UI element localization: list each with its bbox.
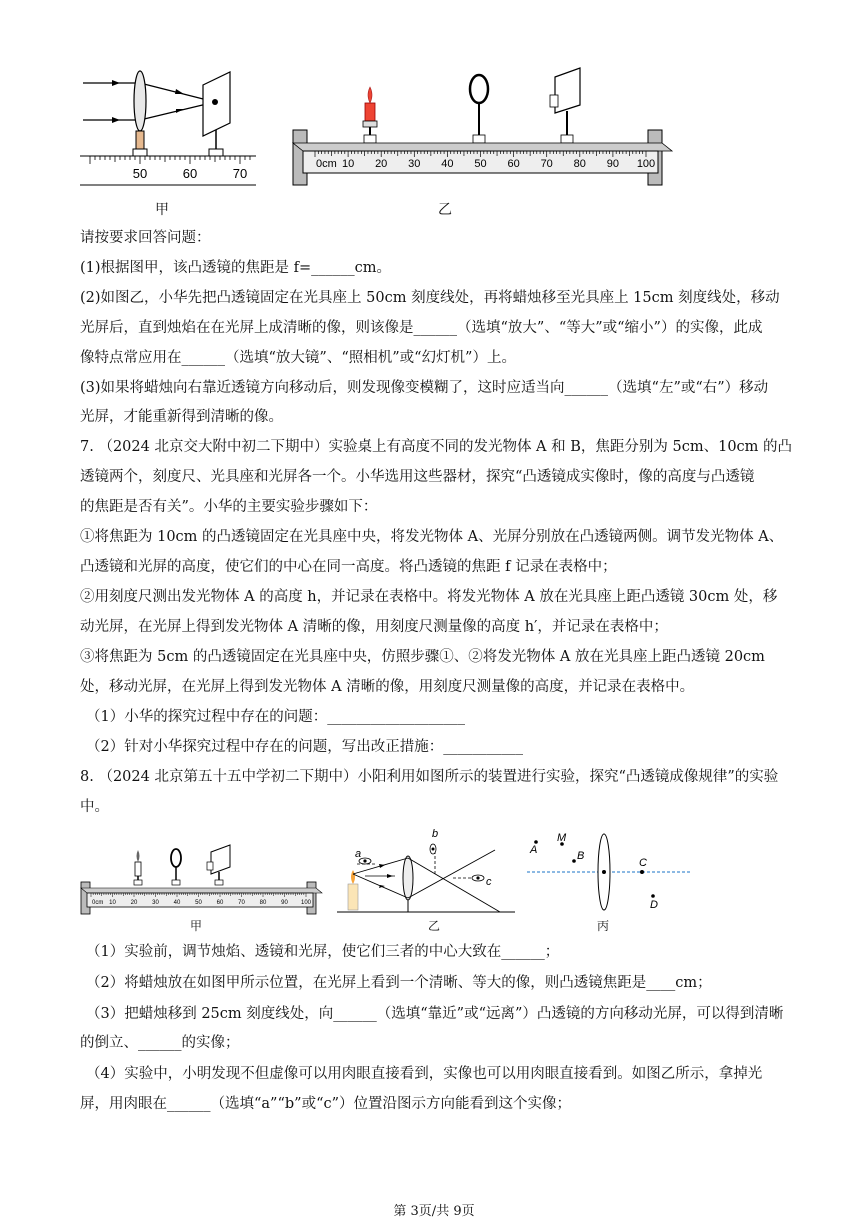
scale-label: 60 — [507, 158, 520, 170]
scale-label: 30 — [152, 900, 159, 906]
step-2-line-2: 动光屏，在光屏上得到发光物体 A 清晰的像，用刻度尺测量像的高度 h′，并记录在表格中； — [80, 619, 668, 635]
question-3-line-1: (3)如果将蜡烛向右靠近透镜方向移动后，则发现像变模糊了，这时应适当向______（选填“左”或“右”）移动 — [80, 380, 769, 396]
scale-label: 50 — [195, 900, 202, 906]
scale-label: 80 — [259, 900, 267, 906]
problem-8-question-1: （1）实验前，调节烛焰、透镜和光屏，使它们三者的中心大致在______； — [86, 944, 560, 960]
problem-8-question-4-line-2: 屏，用肉眼在______（选填“a”“b”或“c”）位置沿图示方向能看到这个实像； — [80, 1096, 572, 1112]
problem-8-line-1: 8. （2024 北京第五十五中学初二下期中）小阳利用如图所示的装置进行实验，探究“凸透镜成像规律”的实验 — [80, 769, 779, 785]
figure-bottom-yi — [335, 828, 520, 918]
question-2-line-3: 像特点常应用在______（选填“放大镜”、“照相机”或“幻灯机”）上。 — [80, 350, 516, 366]
figure-bottom-jia — [78, 840, 323, 920]
problem-8-question-3-line-1: （3）把蜡烛移到 25cm 刻度线处，向______（选填“靠近”或“远离”）凸透镜的方向移动光屏，可以得到清晰 — [86, 1006, 784, 1022]
step-3-line-2: 处，移动光屏，在光屏上得到发光物体 A 清晰的像，用刻度尺测量像的高度，并记录在表格中。 — [80, 679, 695, 695]
scale-label: 10 — [341, 158, 355, 170]
eye-label-b: b — [432, 828, 439, 840]
step-2-line-1: ②用刻度尺测出发光物体 A 的高度 h，并记录在表格中。将发光物体 A 放在光具座上距凸透镜 30cm 处，移 — [80, 589, 778, 605]
problem-7-question-2: （2）针对小华探究过程中存在的问题，写出改正措施：___________ — [86, 739, 523, 755]
scale-label: 40 — [173, 900, 181, 906]
scale-label: 40 — [441, 158, 454, 170]
point-label-c: C — [639, 857, 647, 869]
question-1: (1)根据图甲，该凸透镜的焦距是 f=______cm。 — [80, 260, 392, 276]
step-1-line-1: ①将焦距为 10cm 的凸透镜固定在光具座中央，将发光物体 A、光屏分别放在凸透镜两侧。调节发光物体 A、 — [80, 529, 784, 545]
figure-bottom-bing — [525, 828, 695, 918]
scale-label: 30 — [408, 158, 421, 170]
problem-7-line-1: 7. （2024 北京交大附中初二下期中）实验桌上有高度不同的发光物体 A 和 B，焦距分别为 5cm、10cm 的凸 — [80, 439, 793, 455]
scale-label: 90 — [606, 158, 620, 170]
tick-label: 60 — [182, 166, 198, 181]
scale-label: 90 — [281, 900, 288, 906]
eye-label-a: a — [355, 848, 362, 860]
scale-label: 60 — [216, 900, 224, 906]
figure-caption: 乙 — [428, 919, 441, 933]
problem-7-line-3: 的焦距是否有关”。小华的主要实验步骤如下： — [80, 499, 378, 515]
eye-label-c: c — [486, 876, 492, 888]
scale-label: 50 — [474, 158, 487, 170]
point-label-m: M — [557, 832, 567, 844]
scale-label: 100 — [636, 158, 656, 170]
step-1-line-2: 凸透镜和光屏的高度，使它们的中心在同一高度。将凸透镜的焦距 f 记录在表格中； — [80, 559, 617, 575]
scale-label: 0cm — [316, 158, 337, 170]
scale-label: 20 — [375, 158, 388, 170]
tick-label: 70 — [232, 166, 248, 181]
step-3-line-1: ③将焦距为 5cm 的凸透镜固定在光具座中央，仿照步骤①、②将发光物体 A 放在光具座上距凸透镜 20cm — [80, 649, 765, 665]
scale-label: 0cm — [92, 900, 104, 906]
point-label-a: A — [530, 844, 538, 856]
question-2-line-2: 光屏后，直到烛焰在在光屏上成清晰的像，则该像是______（选填“放大”、“等大”或“缩小”）的实像，此成 — [80, 320, 763, 336]
problem-8-question-3-line-2: 的倒立、______的实像； — [80, 1035, 240, 1051]
point-label-b: B — [577, 850, 585, 862]
problem-8-line-2: 中。 — [80, 799, 109, 815]
page-footer: 第 3页/共 9页 — [393, 1204, 475, 1219]
point-label-d: D — [650, 899, 658, 911]
intro-text: 请按要求回答问题： — [80, 230, 211, 246]
scale-label: 70 — [540, 158, 553, 170]
scale-label: 70 — [238, 900, 245, 906]
figure-top-jia — [78, 65, 258, 190]
figure-top-yi — [288, 65, 678, 190]
figure-caption: 甲 — [155, 202, 169, 218]
figure-caption: 甲 — [190, 919, 203, 933]
figure-caption: 乙 — [438, 202, 452, 218]
problem-8-question-4-line-1: （4）实验中，小明发现不但虚像可以用肉眼直接看到，实像也可以用肉眼直接看到。如图乙所示，拿掉光 — [86, 1066, 763, 1082]
scale-label: 100 — [300, 900, 312, 906]
question-2-line-1: (2)如图乙，小华先把凸透镜固定在光具座上 50cm 刻度线处，再将蜡烛移至光具座上 15cm 刻度线处，移动 — [80, 290, 780, 306]
problem-7-line-2: 透镜两个，刻度尺、光具座和光屏各一个。小华选用这些器材，探究“凸透镜成实像时，像的高度与凸透镜 — [80, 469, 755, 485]
question-3-line-2: 光屏，才能重新得到清晰的像。 — [80, 409, 283, 425]
figure-caption: 丙 — [597, 919, 610, 933]
scale-label: 80 — [573, 158, 586, 170]
tick-label: 50 — [132, 166, 148, 181]
problem-7-question-1: （1）小华的探究过程中存在的问题：___________________ — [86, 709, 465, 725]
scale-label: 10 — [109, 900, 116, 906]
scale-label: 20 — [130, 900, 138, 906]
problem-8-question-2: （2）将蜡烛放在如图甲所示位置，在光屏上看到一个清晰、等大的像，则凸透镜焦距是____cm； — [86, 975, 712, 991]
